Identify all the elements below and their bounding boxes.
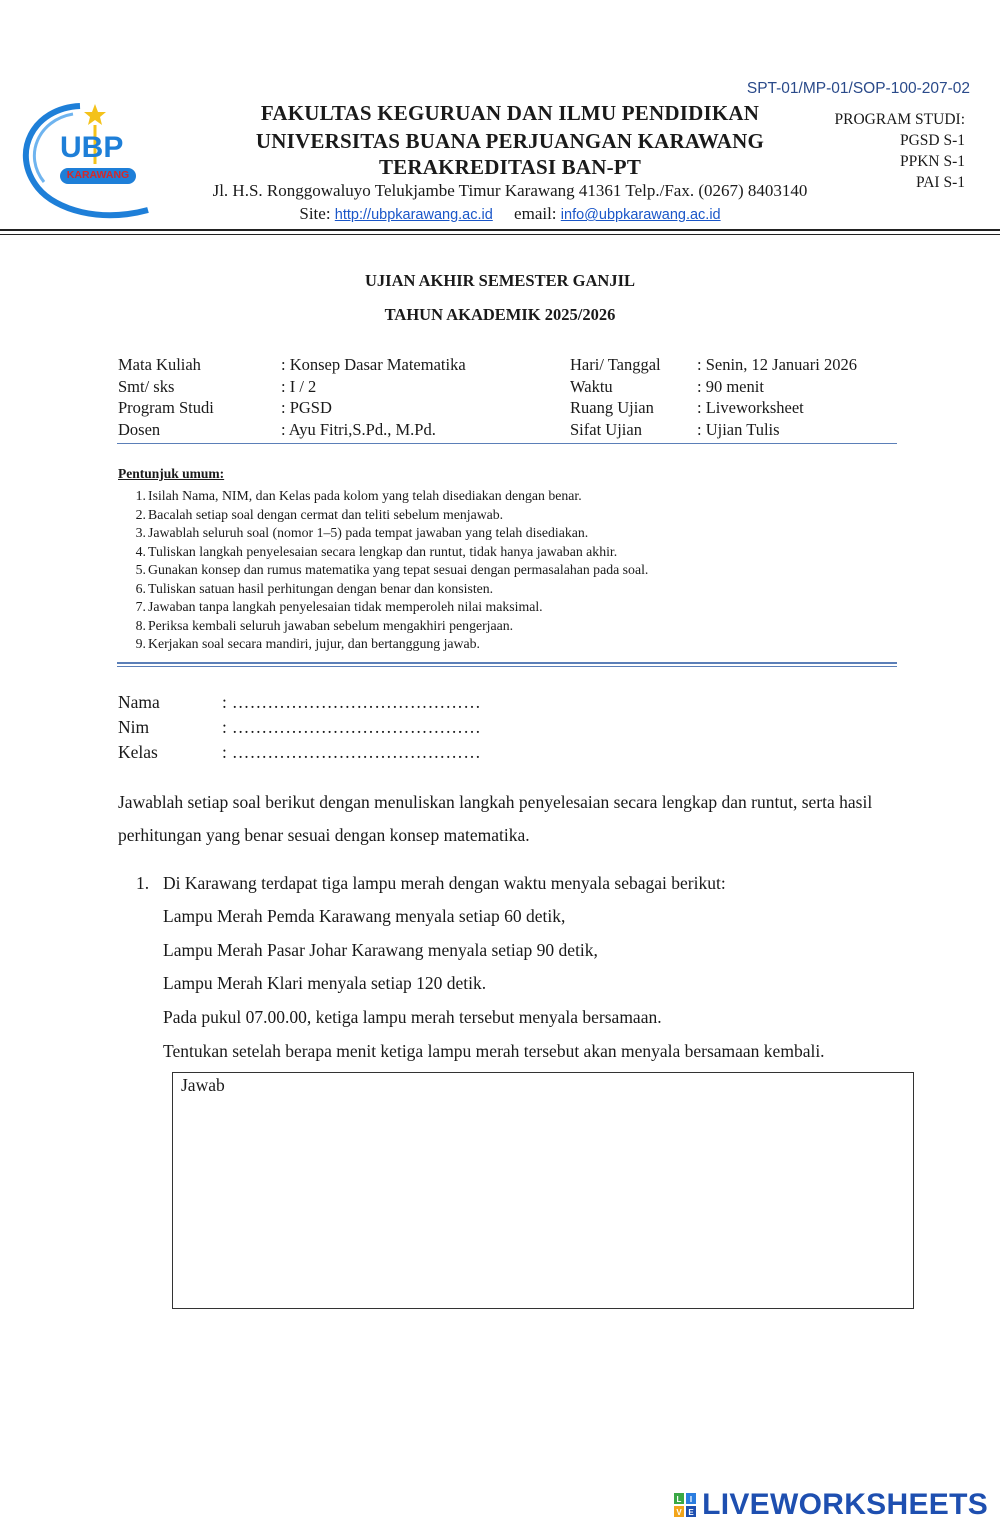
instruction-item: 8. Periksa kembali seluruh jawaban sebelum mengakhiri pengerjaan. xyxy=(135,617,514,633)
svg-text:L: L xyxy=(676,1495,682,1504)
program-label: PROGRAM STUDI: xyxy=(834,111,965,128)
program-list xyxy=(835,109,965,193)
liveworksheets-logo xyxy=(674,1488,988,1522)
info-value: : Ayu Fitri,S.Pd., M.Pd. xyxy=(281,419,436,439)
instruction-item: 5. Gunakan konsep dan rumus matematika yang tepat sesuai dengan permasalahan pada soal. xyxy=(135,562,649,577)
site-link[interactable]: http://ubpkarawang.ac.id xyxy=(334,207,493,223)
header-divider xyxy=(0,229,1000,231)
question-line: Pada pukul 07.00.00, ketiga lampu merah tersebut menyala bersamaan. xyxy=(163,1007,662,1027)
info-divider xyxy=(117,443,897,444)
instruction-item: 7. Jawaban tanpa langkah penyelesaian tidak memperoleh nilai maksimal. xyxy=(135,599,543,614)
program-item: PAI S-1 xyxy=(916,174,965,191)
answer-label: Jawab xyxy=(181,1075,225,1095)
info-label: Ruang Ujian xyxy=(570,398,654,417)
nim-field[interactable]: : …………………………………… xyxy=(222,717,482,737)
info-label: Program Studi xyxy=(118,398,214,417)
info-value: : Senin, 12 Januari 2026 xyxy=(697,355,857,374)
instruction-item: 2. Bacalah setiap soal dengan cermat dan teliti sebelum menjawab. xyxy=(135,506,504,522)
document-code: SPT-01/MP-01/SOP-100-207-02 xyxy=(746,80,970,97)
liveworksheets-text: LIVEWORKSHEETS xyxy=(702,1488,988,1521)
program-item: PPKN S-1 xyxy=(899,153,965,170)
question-line: Di Karawang terdapat tiga lampu merah dengan waktu menyala sebagai berikut: xyxy=(163,873,726,893)
name-field[interactable]: : …………………………………… xyxy=(222,692,482,712)
faculty-name: FAKULTAS KEGURUAN DAN ILMU PENDIDIKAN xyxy=(260,101,760,125)
logo-subtext: KARAWANG xyxy=(66,169,130,181)
answer-box[interactable] xyxy=(172,1072,914,1309)
logo-text: UBP xyxy=(60,131,124,164)
program-item: PGSD S-1 xyxy=(899,132,965,149)
info-label: Waktu xyxy=(570,376,613,396)
info-value: : I / 2 xyxy=(281,376,317,396)
academic-year: TAHUN AKADEMIK 2025/2026 xyxy=(384,305,616,324)
info-left-labels xyxy=(118,354,214,440)
university-logo xyxy=(18,98,158,223)
instructions-list xyxy=(132,487,648,654)
svg-text:E: E xyxy=(688,1508,694,1517)
instruction-item: 3. Jawablah seluruh soal (nomor 1–5) pada tempat jawaban yang telah disediakan. xyxy=(135,525,589,540)
email-label: email: xyxy=(514,204,557,223)
class-label: Kelas xyxy=(118,742,158,762)
svg-text:I: I xyxy=(689,1495,693,1504)
info-label: Sifat Ujian xyxy=(570,419,642,439)
question-line: Lampu Merah Pasar Johar Karawang menyala setiap 90 detik, xyxy=(163,940,598,960)
site-label: Site: xyxy=(299,204,331,223)
info-left-values xyxy=(281,354,466,440)
instruction-item: 4. Tuliskan langkah penyelesaian secara lengkap dan runtut, tidak hanya jawaban akhir. xyxy=(135,543,618,559)
info-value: : 90 menit xyxy=(697,376,764,396)
liveworksheets-badge-icon xyxy=(674,1493,696,1517)
info-label: Hari/ Tanggal xyxy=(570,355,661,374)
class-field[interactable]: : …………………………………… xyxy=(222,742,482,762)
info-value: : PGSD xyxy=(281,398,332,417)
instruction-item: 9. Kerjakan soal secara mandiri, jujur, dan bertanggung jawab. xyxy=(135,636,480,651)
question-number: 1. xyxy=(136,873,150,893)
info-value: : Konsep Dasar Matematika xyxy=(281,355,466,374)
contact-line xyxy=(150,204,870,224)
info-label: Smt/ sks xyxy=(118,376,175,396)
info-value: : Ujian Tulis xyxy=(697,419,780,439)
info-right-labels xyxy=(570,354,661,440)
question-line: Lampu Merah Pemda Karawang menyala setiap 60 detik, xyxy=(163,906,566,926)
nim-label: Nim xyxy=(118,717,150,737)
info-value: : Liveworksheet xyxy=(697,398,804,417)
info-right-values xyxy=(697,354,857,440)
star-icon xyxy=(84,104,106,125)
intro-paragraph: Jawablah setiap soal berikut dengan menuliskan langkah penyelesaian secara lengkap dan runtut, serta hasil perhitungan yang benar sesuai dengan konsep matematika. xyxy=(118,792,873,845)
header-divider-thin xyxy=(0,234,1000,235)
info-label: Dosen xyxy=(118,419,161,439)
question-line: Tentukan setelah berapa menit ketiga lampu merah tersebut akan menyala bersamaan kembali. xyxy=(163,1041,825,1061)
instructions-heading: Pentunjuk umum: xyxy=(118,466,225,481)
email-link[interactable]: info@ubpkarawang.ac.id xyxy=(560,207,721,223)
instructions-divider xyxy=(117,662,897,664)
instructions-divider-thin xyxy=(117,666,897,667)
instruction-item: 6. Tuliskan satuan hasil perhitungan dengan benar dan konsisten. xyxy=(135,580,494,596)
question-line: Lampu Merah Klari menyala setiap 120 detik. xyxy=(163,973,487,993)
name-label: Nama xyxy=(118,692,160,712)
address: Jl. H.S. Ronggowaluyo Telukjambe Timur Karawang 41361 Telp./Fax. (0267) 8403140 xyxy=(212,181,808,200)
instruction-item: 1. Isilah Nama, NIM, dan Kelas pada kolom yang telah disediakan dengan benar. xyxy=(135,488,582,503)
exam-title: UJIAN AKHIR SEMESTER GANJIL xyxy=(364,271,635,290)
info-label: Mata Kuliah xyxy=(118,355,201,374)
accreditation: TERAKREDITASI BAN-PT xyxy=(378,155,642,179)
svg-text:V: V xyxy=(676,1508,682,1517)
university-name: UNIVERSITAS BUANA PERJUANGAN KARAWANG xyxy=(255,129,765,153)
